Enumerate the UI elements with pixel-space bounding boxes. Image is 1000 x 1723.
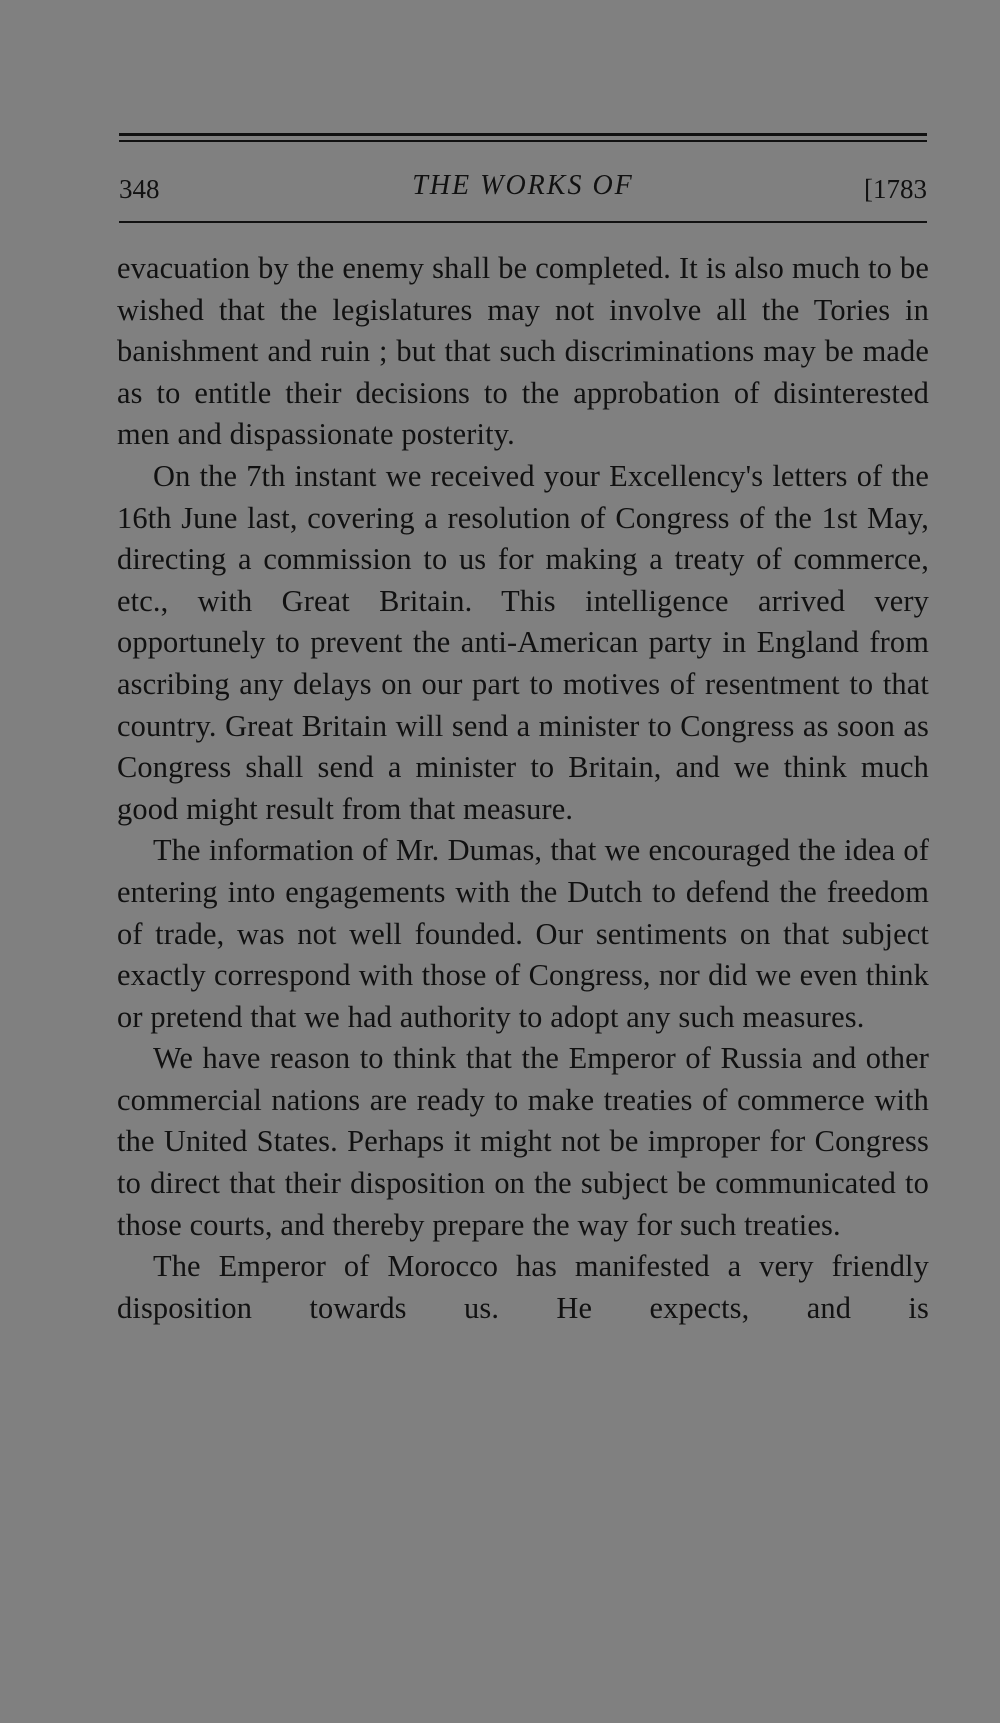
paragraph-morocco: The Emperor of Morocco has manifested a very friendly disposition towards us. He expects, and is <box>117 1249 929 1325</box>
paragraph-russia: We have reason to think that the Emperor of Russia and other commercial nations are ready to make treaties of commerce with the United States. Perhaps it might not be improper for Congress to direct that their disposition on the subject be communicated to those courts, and thereby prepare the way for such treaties. <box>117 1041 929 1242</box>
running-head-year: [1783 <box>864 174 927 204</box>
paragraph-commission: On the 7th instant we received your Excellency's letters of the 16th June last, covering a resolution of Congress of the 1st May, directing a commission to us for making a treaty of commerce, etc., with Great Britain. This intelligence arrived very opportunely to prevent the anti-American party in England from ascribing any delays on our part to motives of resentment to that country. Great Britain will send a minister to Congress as soon as Congress shall send a minister to Britain, and we think much good might result from that measure. <box>117 458 929 826</box>
running-head <box>119 170 927 210</box>
header-double-rule-top <box>119 133 927 136</box>
header-double-rule-bottom <box>119 140 927 142</box>
paragraph-evacuation: evacuation by the enemy shall be completed. It is also much to be wished that the legislatures may not involve all the Tories in banishment and ruin ; but that such discriminations may be made as to entitle their decisions to the approbation of disinterested men and dispassionate posterity. <box>117 251 929 452</box>
header-underline <box>119 221 927 223</box>
page-body <box>117 248 929 1329</box>
page-number: 348 <box>119 174 160 204</box>
running-title: THE WORKS OF <box>412 170 634 201</box>
paragraph-dumas: The information of Mr. Dumas, that we encouraged the idea of entering into engagements with the Dutch to defend the freedom of trade, was not well founded. Our sentiments on that subject exactly correspond with those of Congress, nor did we even think or pretend that we had authority to adopt any such measures. <box>117 833 929 1034</box>
